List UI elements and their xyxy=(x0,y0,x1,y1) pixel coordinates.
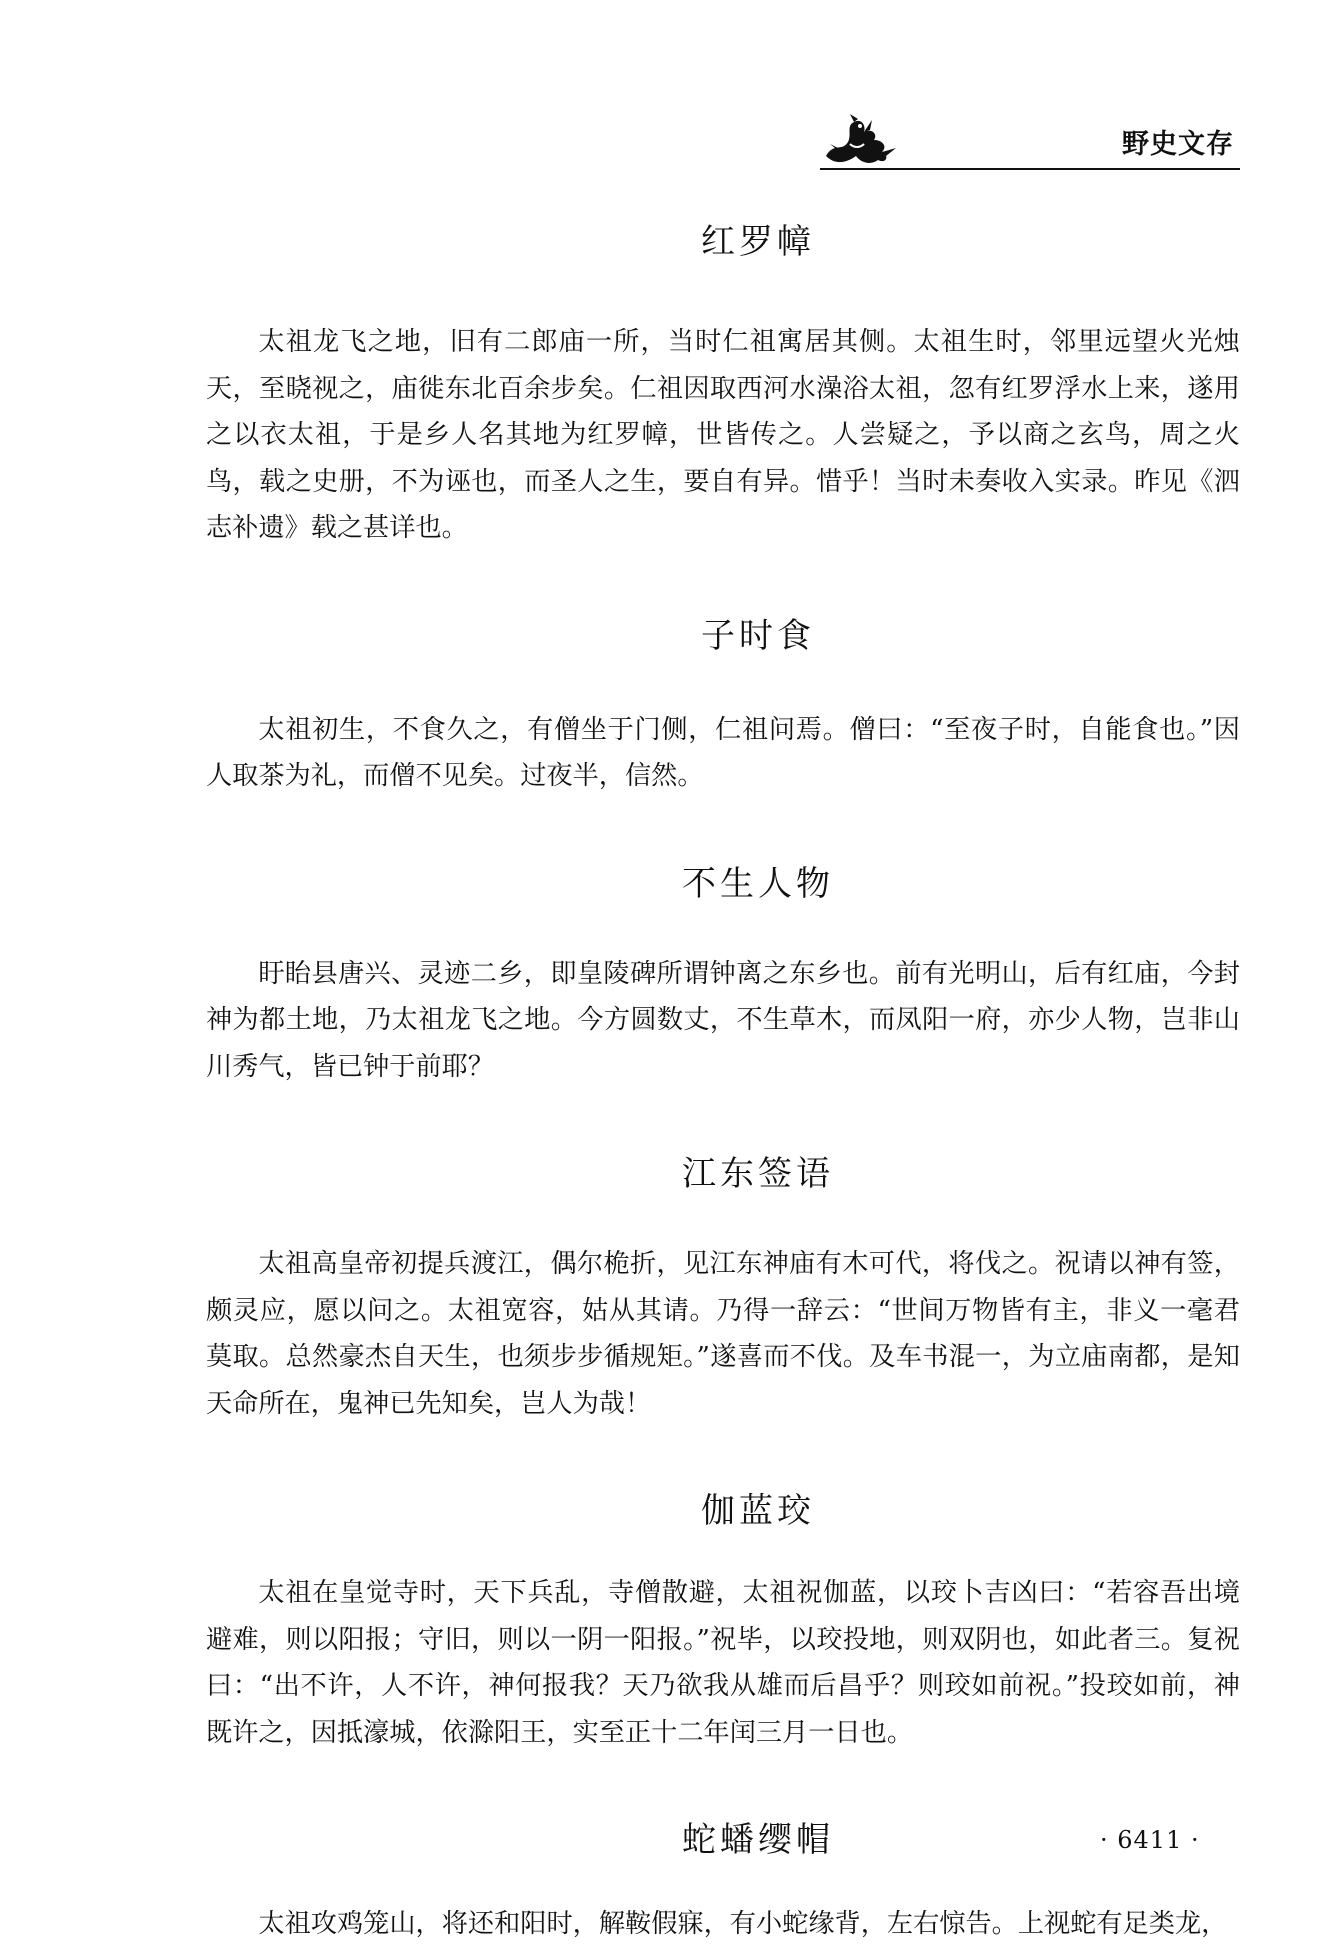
page-number: · 6411 · xyxy=(1100,1826,1200,1854)
section-paragraph: 太祖在皇觉寺时，天下兵乱，寺僧散避，太祖祝伽蓝，以珓卜吉凶曰：“若容吾出境避难，则以阳报；守旧，则以一阴一阳报。”祝毕，以珓投地，则双阴也，如此者三。复祝曰：“出不许，人不许，神何报我？天乃欲我从雄而后昌乎？则珓如前祝。”投珓如前，神既许之，因抵濠城，依滁阳王，实至正十二年闰三月一日也。 xyxy=(206,1578,1240,1748)
section-title: 红罗幛 xyxy=(701,222,815,262)
section-title: 不生人物 xyxy=(682,863,834,904)
section-title: 江东签语 xyxy=(682,1154,834,1194)
section-paragraph: 太祖龙飞之地，旧有二郎庙一所，当时仁祖寓居其侧。太祖生时，邻里远望火光烛天，至晓视之，庙徙东北百余步矣。仁祖因取西河水澡浴太祖，忽有红罗浮水上来，遂用之以衣太祖，于是乡人名其地为红罗幛，世皆传之。人尝疑之，予以商之玄鸟，周之火鸟，载之史册，不为诬也，而圣人之生，要自有异。惜乎！当时未奏收入实录。昨见《泗志补遗》载之甚详也。 xyxy=(206,327,1240,543)
section-paragraph: 太祖初生，不食久之，有僧坐于门侧，仁祖问焉。僧曰：“至夜子时，自能食也。”因人取茶为礼，而僧不见矣。过夜半，信然。 xyxy=(206,714,1240,791)
section-paragraph: 太祖攻鸡笼山，将还和阳时，解鞍假寐，有小蛇缘背，左右惊告。上视蛇有足类龙， xyxy=(258,1909,1228,1939)
section-qielanjiao xyxy=(206,1483,1240,1756)
section-zishishi xyxy=(206,608,1240,800)
section-title: 子时食 xyxy=(701,615,815,656)
header-rule xyxy=(820,168,1240,170)
section-hongluozhang xyxy=(206,214,1240,552)
section-shepanyingmao xyxy=(206,1812,1240,1948)
section-title: 伽蓝珓 xyxy=(701,1491,815,1531)
section-bushengrenwu xyxy=(206,856,1240,1091)
section-paragraph: 太祖高皇帝初提兵渡江，偶尔桅折，见江东神庙有木可代，将伐之。祝请以神有签，颇灵应，愿以问之。太祖宽容，姑从其请。乃得一辞云：“世间万物皆有主，非义一毫君莫取。总然豪杰自天生，也须步步循规矩。”遂喜而不伐。及车书混一，为立庙南都，是知天命所在，鬼神已先知矣，岂人为哉！ xyxy=(206,1249,1240,1419)
series-title: 野史文存 xyxy=(1122,129,1234,160)
section-title: 蛇蟠缨帽 xyxy=(682,1820,834,1860)
running-header xyxy=(820,108,1240,170)
main-content xyxy=(206,214,1240,1948)
dragon-emblem-icon xyxy=(820,112,900,168)
section-paragraph: 盱眙县唐兴、灵迹二乡，即皇陵碑所谓钟离之东乡也。前有光明山，后有红庙，今封神为都土地，乃太祖龙飞之地。今方圆数丈，不生草木，而凤阳一府，亦少人物，岂非山川秀气，皆已钟于前耶？ xyxy=(206,958,1240,1082)
section-jiangdongqianyu xyxy=(206,1146,1240,1427)
